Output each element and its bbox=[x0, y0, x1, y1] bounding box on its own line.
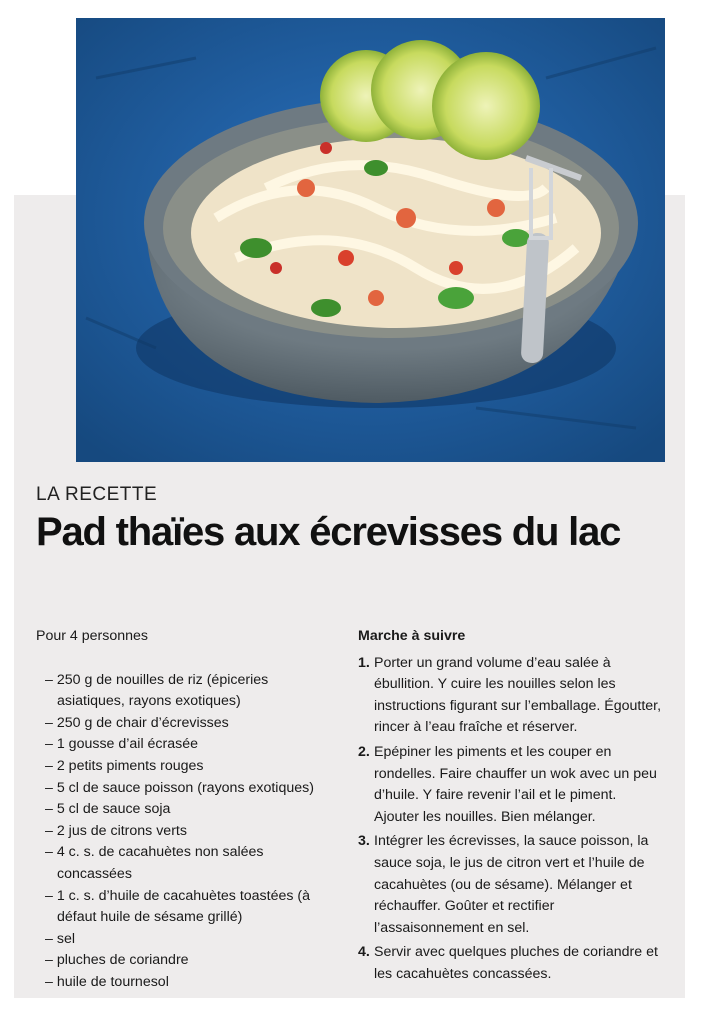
recipe-title: Pad thaïes aux écrevisses du lac bbox=[36, 510, 621, 554]
step-text: Servir avec quelques pluches de coriandre et les cacahuètes concassées. bbox=[374, 944, 658, 982]
ingredients-column bbox=[36, 626, 336, 994]
ingredient-item: – 250 g de chair d’écrevisses bbox=[36, 713, 336, 735]
step-number: 1. bbox=[358, 654, 370, 671]
step-text: Epépiner les piments et les couper en rondelles. Faire chauffer un wok avec un peu d’huile. Y faire revenir l’ail et le piment. Ajouter les nouilles. Bien mélanger. bbox=[374, 743, 657, 825]
step-text: Intégrer les écrevisses, la sauce poisson, la sauce soja, le jus de citron vert et l’huile de cacahuètes (ou de sésame). Mélanger et réchauffer. Goûter et rectifier l’assaisonnement en sel. bbox=[374, 833, 649, 936]
ingredient-item: – 5 cl de sauce soja bbox=[36, 799, 336, 821]
pad-thai-bowl-photo-icon bbox=[76, 18, 665, 462]
step-item bbox=[358, 742, 663, 828]
recipe-kicker: LA RECETTE bbox=[36, 484, 158, 505]
servings-text: Pour 4 personnes bbox=[36, 628, 148, 644]
ingredient-item: – huile de tournesol bbox=[36, 972, 336, 994]
step-item bbox=[358, 942, 663, 985]
ingredient-item: – 1 c. s. d’huile de cacahuètes toastées (à défaut huile de sésame grillé) bbox=[36, 886, 336, 929]
ingredient-item: – sel bbox=[36, 929, 336, 951]
dish-photo bbox=[76, 18, 665, 462]
step-number: 3. bbox=[358, 833, 370, 850]
ingredient-item: – 2 petits piments rouges bbox=[36, 756, 336, 778]
ingredient-item: – 5 cl de sauce poisson (rayons exotiques) bbox=[36, 778, 336, 800]
ingredients-list bbox=[36, 670, 336, 994]
steps-column bbox=[358, 626, 663, 989]
steps-heading: Marche à suivre bbox=[358, 628, 466, 644]
steps-list bbox=[358, 653, 663, 986]
ingredient-item: – 4 c. s. de cacahuètes non salées concassées bbox=[36, 842, 336, 885]
step-item bbox=[358, 653, 663, 739]
step-text: Porter un grand volume d’eau salée à ébullition. Y cuire les nouilles selon les instructions figurant sur l’emballage. Égoutter, rincer à l’eau fraîche et réserver. bbox=[374, 654, 662, 736]
step-number: 2. bbox=[358, 743, 370, 760]
ingredient-item: – pluches de coriandre bbox=[36, 950, 336, 972]
ingredient-item: – 250 g de nouilles de riz (épiceries asiatiques, rayons exotiques) bbox=[36, 670, 336, 713]
ingredient-item: – 1 gousse d’ail écrasée bbox=[36, 734, 336, 756]
step-number: 4. bbox=[358, 944, 370, 961]
ingredient-item: – 2 jus de citrons verts bbox=[36, 821, 336, 843]
step-item bbox=[358, 831, 663, 939]
